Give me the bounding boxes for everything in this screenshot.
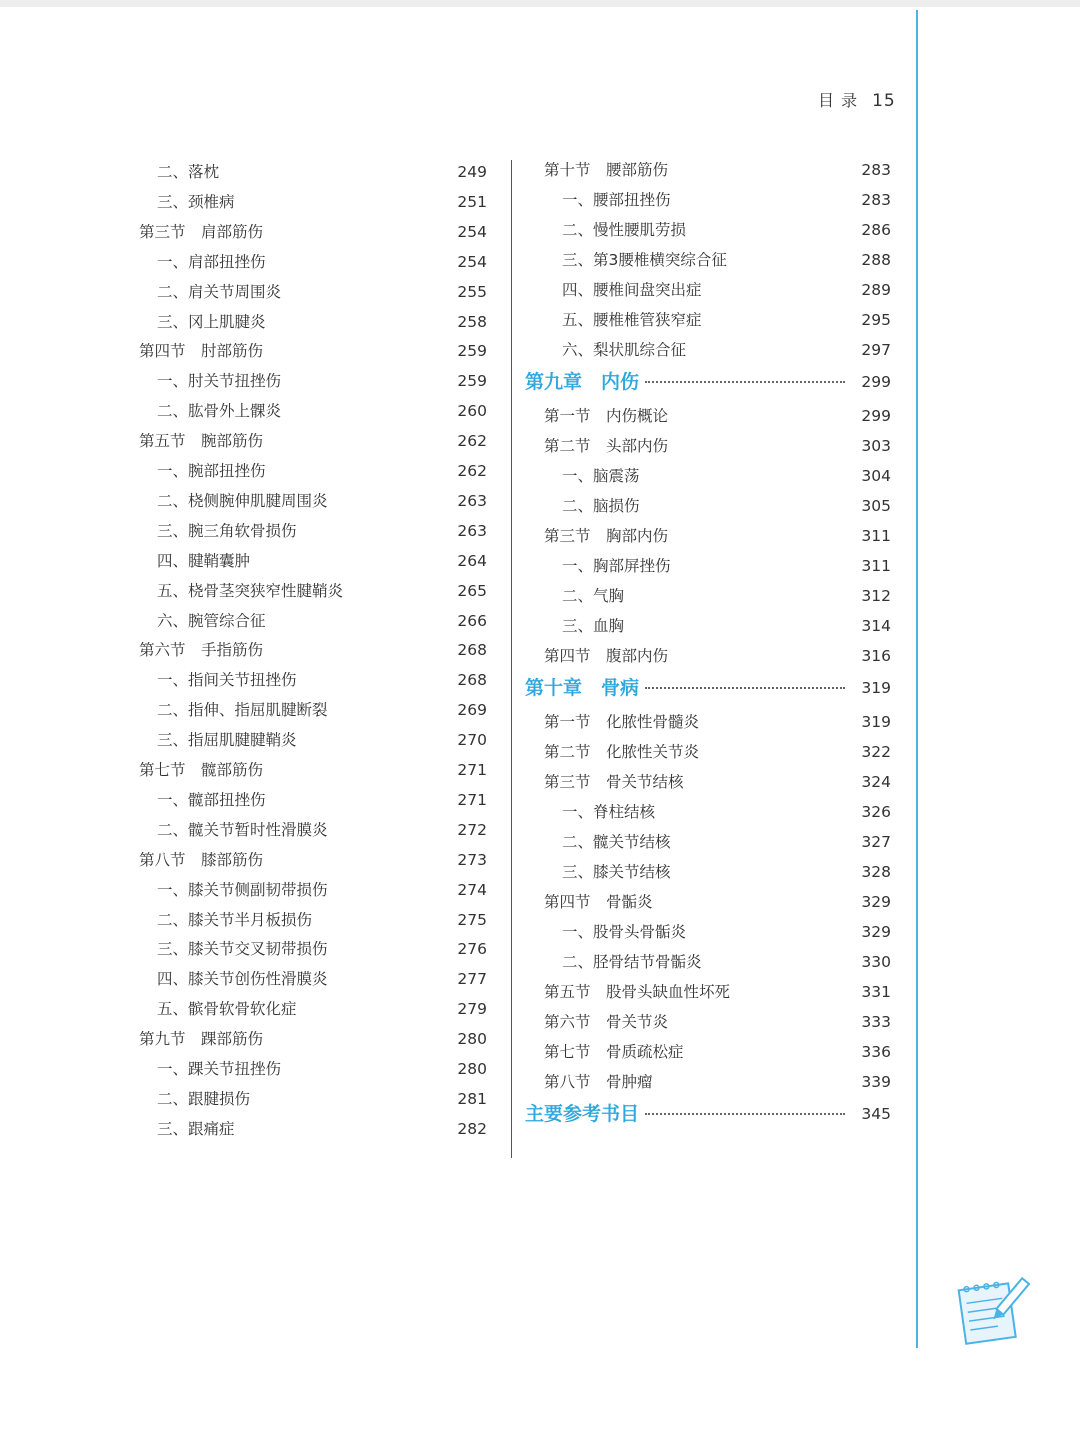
leader-dots [645,1113,845,1115]
entry-title: 二、气胸 [562,587,625,605]
entry-title: 第四节 肘部筋伤 [139,342,264,361]
entry-title: 三、指屈肌腱腱鞘炎 [157,731,297,750]
page-ref: 328 [861,863,891,881]
page-ref: 324 [861,773,891,791]
toc-subsection-entry[interactable] [562,305,891,335]
page-ref: 299 [861,373,891,391]
page-ref: 311 [861,557,891,575]
entry-title: 一、脊柱结核 [562,803,656,821]
toc-section-entry[interactable] [139,635,487,665]
page-ref: 329 [861,923,891,941]
entry-title: 二、慢性腰肌劳损 [562,221,687,239]
entry-title: 三、跟痛症 [157,1119,235,1138]
page-ref: 259 [457,342,487,361]
page-ref: 286 [861,221,891,239]
toc-subsection-entry[interactable] [562,581,891,611]
entry-title: 三、第3腰椎横突综合征 [562,251,727,269]
page-ref: 329 [861,893,891,911]
entry-title: 第八节 膝部筋伤 [139,850,264,869]
entry-title: 六、腕管综合征 [157,611,266,630]
entry-title: 一、踝关节扭挫伤 [157,1060,282,1078]
notepad-pencil-icon [952,1272,1030,1348]
entry-title: 五、桡骨茎突狭窄性腱鞘炎 [157,581,344,600]
entry-title: 第五节 腕部筋伤 [139,432,264,451]
page-ref: 283 [861,191,891,209]
page-ref: 271 [457,790,487,809]
toc-subsection-entry[interactable] [562,491,891,521]
entry-title: 一、股骨头骨骺炎 [562,923,687,941]
entry-title: 第二节 化脓性关节炎 [544,743,700,761]
toc-subsection-entry[interactable] [157,695,487,725]
entry-title: 四、膝关节创伤性滑膜炎 [157,970,328,989]
entry-title: 三、腕三角软骨损伤 [157,521,297,540]
page-ref: 304 [861,467,891,485]
entry-title: 二、膝关节半月板损伤 [157,910,313,929]
toc-subsection-entry[interactable] [157,366,487,396]
entry-title: 二、髋关节结核 [562,833,671,851]
toc-subsection-entry[interactable] [157,247,487,277]
entry-title: 三、血胸 [562,617,625,635]
toc-section-entry[interactable] [139,217,487,247]
entry-title: 一、髋部扭挫伤 [157,790,266,809]
page-ref: 288 [861,251,891,269]
entry-title: 第六节 手指筋伤 [139,641,264,660]
toc-subsection-entry[interactable] [157,277,487,307]
toc-section-entry[interactable] [544,521,891,551]
entry-title: 一、膝关节侧副韧带损伤 [157,880,328,899]
page-ref: 254 [457,252,487,271]
toc-subsection-entry[interactable] [157,1114,487,1144]
toc-chapter-heading[interactable] [525,365,891,399]
page-ref: 283 [861,161,891,179]
page-ref: 271 [457,761,487,779]
column-divider [511,160,512,1158]
toc-subsection-entry[interactable] [157,606,487,636]
entry-title: 二、髋关节暂时性滑膜炎 [157,820,328,839]
toc-subsection-entry[interactable] [157,934,487,964]
page-ref: 322 [861,743,891,761]
page-ref: 305 [861,497,891,515]
toc-section-entry[interactable] [139,1024,487,1054]
entry-title: 第八节 骨肿瘤 [544,1073,653,1091]
page-ref: 295 [861,311,891,329]
entry-title: 第七节 髋部筋伤 [139,761,264,779]
page-ref: 277 [457,970,487,989]
page-ref: 254 [457,222,487,241]
page-ref: 279 [457,1000,487,1019]
toc-subsection-entry[interactable] [562,245,891,275]
page-ref: 326 [861,803,891,821]
entry-title: 三、颈椎病 [157,192,235,211]
entry-title: 第四节 骨骺炎 [544,893,653,911]
page-ref: 273 [457,850,487,869]
page-ref: 275 [457,910,487,929]
page-ref: 330 [861,953,891,971]
page-ref: 260 [457,402,487,421]
right-margin-rule [916,10,918,1348]
page-ref: 312 [861,587,891,605]
page-ref: 280 [457,1060,487,1078]
toc-section-entry[interactable] [544,977,891,1007]
page-ref: 276 [457,940,487,959]
page-ref: 268 [457,641,487,660]
entry-title: 二、肱骨外上髁炎 [157,402,282,421]
entry-title: 三、冈上肌腱炎 [157,312,266,331]
toc-section-entry[interactable] [139,426,487,456]
entry-title: 五、髌骨软骨软化症 [157,1000,297,1019]
entry-title: 一、腕部扭挫伤 [157,462,266,480]
page-ref: 274 [457,880,487,899]
toc-subsection-entry[interactable] [157,815,487,845]
toc-subsection-entry[interactable] [562,335,891,365]
entry-title: 四、腱鞘囊肿 [157,551,251,570]
toc-subsection-entry[interactable] [562,947,891,977]
page-ref: 249 [457,163,487,181]
entry-title: 第五节 股骨头缺血性坏死 [544,983,731,1001]
entry-title: 二、跟腱损伤 [157,1089,251,1108]
toc-section-entry[interactable] [139,845,487,875]
toc-subsection-entry[interactable] [157,785,487,815]
toc-section-entry[interactable] [544,431,891,461]
page-ref: 282 [457,1119,487,1138]
page-ref: 303 [861,437,891,455]
toc-subsection-entry[interactable] [562,275,891,305]
toc-section-entry[interactable] [544,641,891,671]
entry-title: 一、胸部屏挫伤 [562,557,671,575]
page-ref: 263 [457,491,487,510]
toc-subsection-entry[interactable] [562,215,891,245]
entry-title: 第三节 骨关节结核 [544,773,684,791]
entry-title: 第七节 骨质疏松症 [544,1043,684,1061]
toc-subsection-entry[interactable] [562,857,891,887]
page-ref: 269 [457,701,487,720]
page-ref: 262 [457,462,487,480]
chapter-title: 主要参考书目 [525,1103,640,1125]
page-ref: 336 [861,1043,891,1061]
entry-title: 五、腰椎椎管狭窄症 [562,311,702,329]
page-ref: 339 [861,1073,891,1091]
page-ref: 255 [457,282,487,301]
toc-subsection-entry[interactable] [562,827,891,857]
entry-title: 第三节 胸部内伤 [544,527,669,545]
page-ref: 259 [457,372,487,391]
entry-title: 第九节 踝部筋伤 [139,1030,264,1049]
toc-subsection-entry[interactable] [157,546,487,576]
entry-title: 第二节 头部内伤 [544,437,669,455]
page-ref: 316 [861,647,891,665]
toc-subsection-entry[interactable] [157,396,487,426]
leader-dots [645,381,845,383]
page-ref: 263 [457,521,487,540]
page-ref: 251 [457,192,487,211]
entry-title: 第一节 内伤概论 [544,407,669,425]
toc-subsection-entry[interactable] [157,1084,487,1114]
page-ref: 264 [457,551,487,570]
page-ref: 331 [861,983,891,1001]
toc-subsection-entry[interactable] [157,725,487,755]
page-ref: 319 [861,713,891,731]
top-bar [0,0,1080,7]
toc-chapter-heading[interactable] [525,671,891,705]
toc-subsection-entry[interactable] [157,1054,487,1084]
toc-subsection-entry[interactable] [562,185,891,215]
toc-chapter-heading[interactable] [525,1097,891,1131]
entry-title: 二、肩关节周围炎 [157,282,282,301]
entry-title: 二、桡侧腕伸肌腱周围炎 [157,491,328,510]
header-title: 目 录 [818,91,859,110]
page-ref: 258 [457,312,487,331]
entry-title: 三、膝关节交叉韧带损伤 [157,940,328,959]
toc-subsection-entry[interactable] [157,456,487,486]
entry-title: 第一节 化脓性骨髓炎 [544,713,700,731]
page-ref: 314 [861,617,891,635]
entry-title: 二、脑损伤 [562,497,640,515]
toc-subsection-entry[interactable] [157,187,487,217]
entry-title: 第六节 骨关节炎 [544,1013,669,1031]
page-ref: 345 [861,1105,891,1123]
entry-title: 第十节 腰部筋伤 [544,161,669,179]
toc-subsection-entry[interactable] [157,157,487,187]
chapter-title: 第十章 骨病 [525,677,640,699]
chapter-title: 第九章 内伤 [525,371,640,393]
toc-subsection-entry[interactable] [157,516,487,546]
page-ref: 272 [457,820,487,839]
page-ref: 327 [861,833,891,851]
toc-subsection-entry[interactable] [157,875,487,905]
toc-section-entry[interactable] [139,336,487,366]
page-ref: 319 [861,679,891,697]
toc-section-entry[interactable] [544,707,891,737]
page-number: 15 [872,91,896,111]
entry-title: 六、梨状肌综合征 [562,341,687,359]
page-ref: 262 [457,432,487,451]
entry-title: 二、胫骨结节骨骺炎 [562,953,702,971]
toc-subsection-entry[interactable] [562,461,891,491]
page-ref: 266 [457,611,487,630]
toc-subsection-entry[interactable] [562,797,891,827]
toc-subsection-entry[interactable] [157,994,487,1024]
entry-title: 一、脑震荡 [562,467,640,485]
entry-title: 一、肩部扭挫伤 [157,252,266,271]
toc-subsection-entry[interactable] [562,611,891,641]
entry-title: 一、肘关节扭挫伤 [157,372,282,391]
toc-section-entry[interactable] [139,755,487,785]
page-ref: 265 [457,581,487,600]
page-ref: 268 [457,671,487,690]
entry-title: 一、腰部扭挫伤 [562,191,671,209]
toc-section-entry[interactable] [544,1037,891,1067]
toc-subsection-entry[interactable] [157,905,487,935]
entry-title: 第三节 肩部筋伤 [139,222,264,241]
toc-subsection-entry[interactable] [157,665,487,695]
entry-title: 第四节 腹部内伤 [544,647,669,665]
page-ref: 289 [861,281,891,299]
page-ref: 299 [861,407,891,425]
entry-title: 一、指间关节扭挫伤 [157,671,297,690]
toc-section-entry[interactable] [544,155,891,185]
toc-subsection-entry[interactable] [562,551,891,581]
page-ref: 281 [457,1089,487,1108]
page-ref: 270 [457,731,487,750]
entry-title: 四、腰椎间盘突出症 [562,281,702,299]
toc-subsection-entry[interactable] [562,917,891,947]
entry-title: 二、落枕 [157,163,220,181]
toc-section-entry[interactable] [544,887,891,917]
entry-title: 二、指伸、指屈肌腱断裂 [157,701,328,720]
entry-title: 三、膝关节结核 [562,863,671,881]
page-header [818,88,896,111]
toc-subsection-entry[interactable] [157,307,487,337]
toc-section-entry[interactable] [544,1007,891,1037]
page-ref: 333 [861,1013,891,1031]
toc-section-entry[interactable] [544,401,891,431]
leader-dots [645,687,845,689]
toc-subsection-entry[interactable] [157,576,487,606]
page-ref: 280 [457,1030,487,1049]
toc-section-entry[interactable] [544,737,891,767]
page-ref: 297 [861,341,891,359]
toc-section-entry[interactable] [544,1067,891,1097]
toc-subsection-entry[interactable] [157,964,487,994]
page-ref: 311 [861,527,891,545]
toc-subsection-entry[interactable] [157,486,487,516]
toc-section-entry[interactable] [544,767,891,797]
